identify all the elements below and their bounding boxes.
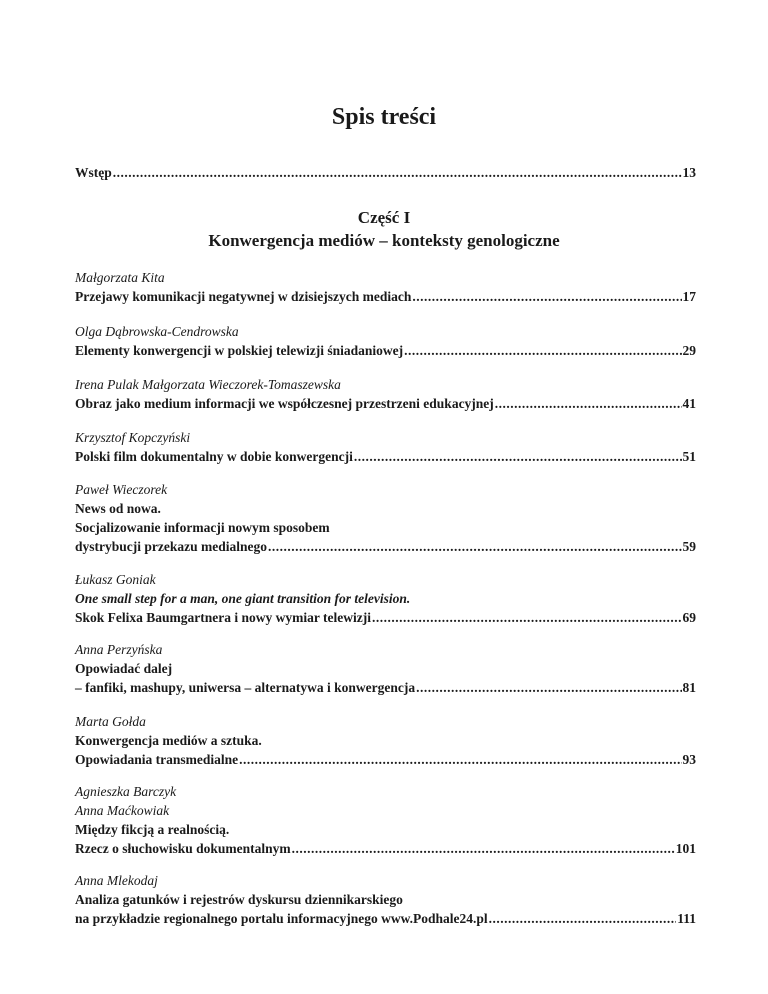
dot-leader bbox=[113, 163, 682, 182]
toc-entry[interactable] bbox=[75, 322, 696, 360]
entry-title: na przykładzie regionalnego portalu informacyjnego www.Podhale24.pl bbox=[75, 911, 488, 926]
author-name: Irena Pulak Małgorzata Wieczorek-Tomaszewska bbox=[75, 377, 341, 392]
entry-title: Rzecz o słuchowisku dokumentalnym bbox=[75, 841, 291, 856]
page-number: 69 bbox=[682, 610, 696, 625]
page-number: 41 bbox=[682, 396, 696, 411]
author-name: Marta Gołda bbox=[75, 714, 146, 729]
toc-entry[interactable] bbox=[75, 268, 696, 306]
entry-title: Obraz jako medium informacji we współczesnej przestrzeni edukacyjnej bbox=[75, 396, 494, 411]
page-number: 51 bbox=[682, 449, 696, 464]
entry-title-line: News od nowa. bbox=[75, 501, 161, 516]
entry-title-line: One small step for a man, one giant transition for television. bbox=[75, 591, 411, 606]
author-name: Anna Mlekodaj bbox=[75, 873, 158, 888]
toc-line bbox=[75, 537, 696, 556]
entry-title-line: Między fikcją a realnością. bbox=[75, 822, 230, 837]
toc-line bbox=[75, 678, 696, 697]
page-number: 101 bbox=[675, 841, 696, 856]
part-name: Konwergencja mediów – konteksty genologiczne bbox=[208, 231, 560, 250]
toc-line bbox=[75, 447, 696, 466]
entry-title-line: Opowiadać dalej bbox=[75, 661, 173, 676]
entry-title: Polski film dokumentalny w dobie konwergencji bbox=[75, 449, 353, 464]
part-heading bbox=[0, 206, 768, 252]
entry-title: Skok Felixa Baumgartnera i nowy wymiar telewizji bbox=[75, 610, 371, 625]
toc-line bbox=[75, 608, 696, 627]
toc-entry[interactable] bbox=[75, 375, 696, 413]
dot-leader bbox=[495, 394, 682, 413]
entry-title: Wstęp bbox=[75, 165, 112, 180]
dot-leader bbox=[354, 447, 682, 466]
toc-entry-intro[interactable] bbox=[75, 163, 696, 182]
toc-entry[interactable] bbox=[75, 428, 696, 466]
page-number: 81 bbox=[682, 680, 696, 695]
toc-entry[interactable] bbox=[75, 871, 696, 928]
author-name: Agnieszka Barczyk bbox=[75, 784, 177, 799]
entry-title-line: Analiza gatunków i rejestrów dyskursu dziennikarskiego bbox=[75, 892, 403, 907]
dot-leader bbox=[239, 750, 681, 769]
page-number: 111 bbox=[677, 911, 696, 926]
toc-line bbox=[75, 839, 696, 858]
entry-title: dystrybucji przekazu medialnego bbox=[75, 539, 267, 554]
author-name: Anna Perzyńska bbox=[75, 642, 163, 657]
entry-title-line: Socjalizowanie informacji nowym sposobem bbox=[75, 520, 330, 535]
page-number: 13 bbox=[682, 165, 696, 180]
part-number: Część I bbox=[357, 208, 411, 227]
entry-title: Opowiadania transmedialne bbox=[75, 752, 239, 767]
page-number: 93 bbox=[682, 752, 696, 767]
toc-entry[interactable] bbox=[75, 782, 696, 858]
author-name: Małgorzata Kita bbox=[75, 270, 165, 285]
entry-title: Elementy konwergencji w polskiej telewizji śniadaniowej bbox=[75, 343, 404, 358]
toc-entry[interactable] bbox=[75, 570, 696, 627]
dot-leader bbox=[292, 839, 675, 858]
page-number: 17 bbox=[682, 289, 696, 304]
toc-entry[interactable] bbox=[75, 480, 696, 556]
entry-title-line: Konwergencja mediów a sztuka. bbox=[75, 733, 262, 748]
page-number: 59 bbox=[682, 539, 696, 554]
author-name: Paweł Wieczorek bbox=[75, 482, 168, 497]
toc-entry[interactable] bbox=[75, 640, 696, 697]
author-name: Łukasz Goniak bbox=[75, 572, 156, 587]
toc-line bbox=[75, 394, 696, 413]
author-name: Krzysztof Kopczyński bbox=[75, 430, 191, 445]
entry-title: Przejawy komunikacji negatywnej w dzisiejszych mediach bbox=[75, 289, 412, 304]
page-number: 29 bbox=[682, 343, 696, 358]
dot-leader bbox=[372, 608, 682, 627]
author-name: Anna Maćkowiak bbox=[75, 803, 170, 818]
entry-title: – fanfiki, mashupy, uniwersa – alternatywa i konwergencja bbox=[75, 680, 416, 695]
toc-line bbox=[75, 341, 696, 360]
dot-leader bbox=[416, 678, 681, 697]
dot-leader bbox=[404, 341, 681, 360]
page-title: Spis treści bbox=[331, 104, 437, 130]
dot-leader bbox=[489, 909, 677, 928]
dot-leader bbox=[412, 287, 681, 306]
dot-leader bbox=[268, 537, 682, 556]
toc-entry[interactable] bbox=[75, 712, 696, 769]
toc-line bbox=[75, 287, 696, 306]
toc-line bbox=[75, 163, 696, 182]
toc-line bbox=[75, 909, 696, 928]
toc-line bbox=[75, 750, 696, 769]
author-name: Olga Dąbrowska-Cendrowska bbox=[75, 324, 239, 339]
